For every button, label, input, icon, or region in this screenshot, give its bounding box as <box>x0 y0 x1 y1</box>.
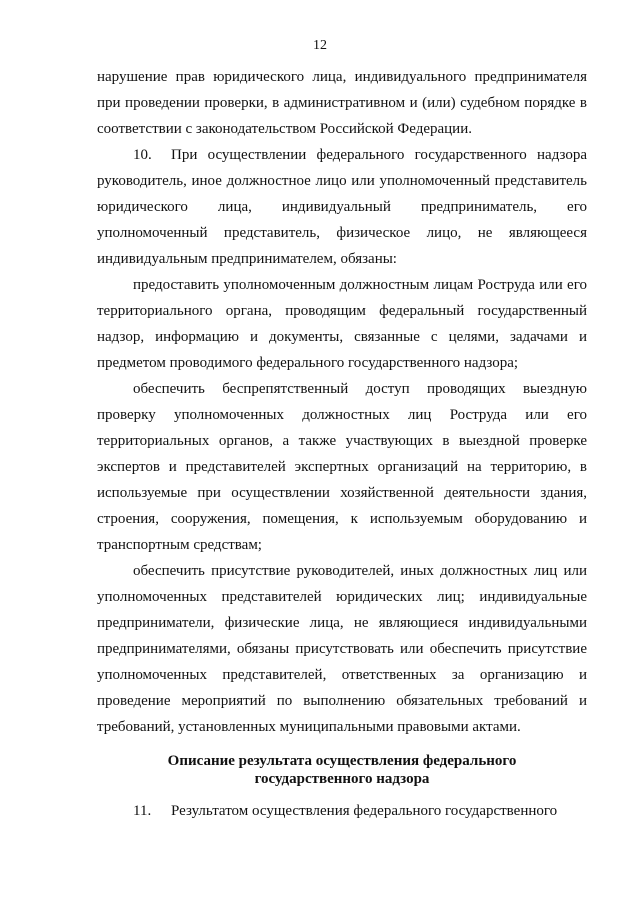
paragraph-text: При осуществлении федерального государственного надзора руководитель, иное должностное лицо или уполномоченный представитель юридического лица, индивидуальный предприниматель, его уполномоченный представитель, физическое лицо, не являющееся индивидуальным предпринимателем, обязаны: <box>97 147 587 267</box>
paragraph-10 <box>97 142 587 272</box>
section-heading-line-1: Описание результата осуществления федерального <box>167 753 517 769</box>
section-heading <box>97 752 587 788</box>
paragraph-continuation: нарушение прав юридического лица, индивидуального предпринимателя при проведении проверки, в административном и (или) судебном порядке в соответствии с законодательством Российской Федерации. <box>97 69 587 137</box>
paragraph-number: 10. <box>133 147 152 163</box>
paragraph-provide-info: предоставить уполномоченным должностным лицам Роструда или его территориального органа, проводящим федеральный государственный надзор, информацию и документы, связанные с целями, задачами и предметом проводимого федерального государственного надзора; <box>97 277 587 371</box>
paragraph-ensure-presence: обеспечить присутствие руководителей, иных должностных лиц или уполномоченных представителей юридических лиц; индивидуальные предприниматели, физические лица, не являющиеся индивидуальными предпринимателями, обязаны присутствовать или обеспечить присутствие уполномоченных представителей, ответственных за организацию и проведение мероприятий по выполнению обязательных требований и требований, установленных муниципальными правовыми актами. <box>97 563 587 735</box>
section-heading-line-2: государственного надзора <box>254 771 430 787</box>
page-number: 12 <box>313 38 327 53</box>
paragraph-ensure-access: обеспечить беспрепятственный доступ проводящих выездную проверку уполномоченных должностных лиц Роструда или его территориальных органов, а также участвующих в выездной проверке экспертов и представителей экспертных организаций на территорию, в используемые при осуществлении хозяйственной деятельности здания, строения, сооружения, помещения, к используемым оборудованию и транспортным средствам; <box>97 381 587 553</box>
paragraph-11 <box>97 798 587 824</box>
paragraph-number: 11. <box>133 803 152 819</box>
paragraph-text: Результатом осуществления федерального государственного <box>171 803 558 819</box>
document-body <box>97 64 587 824</box>
